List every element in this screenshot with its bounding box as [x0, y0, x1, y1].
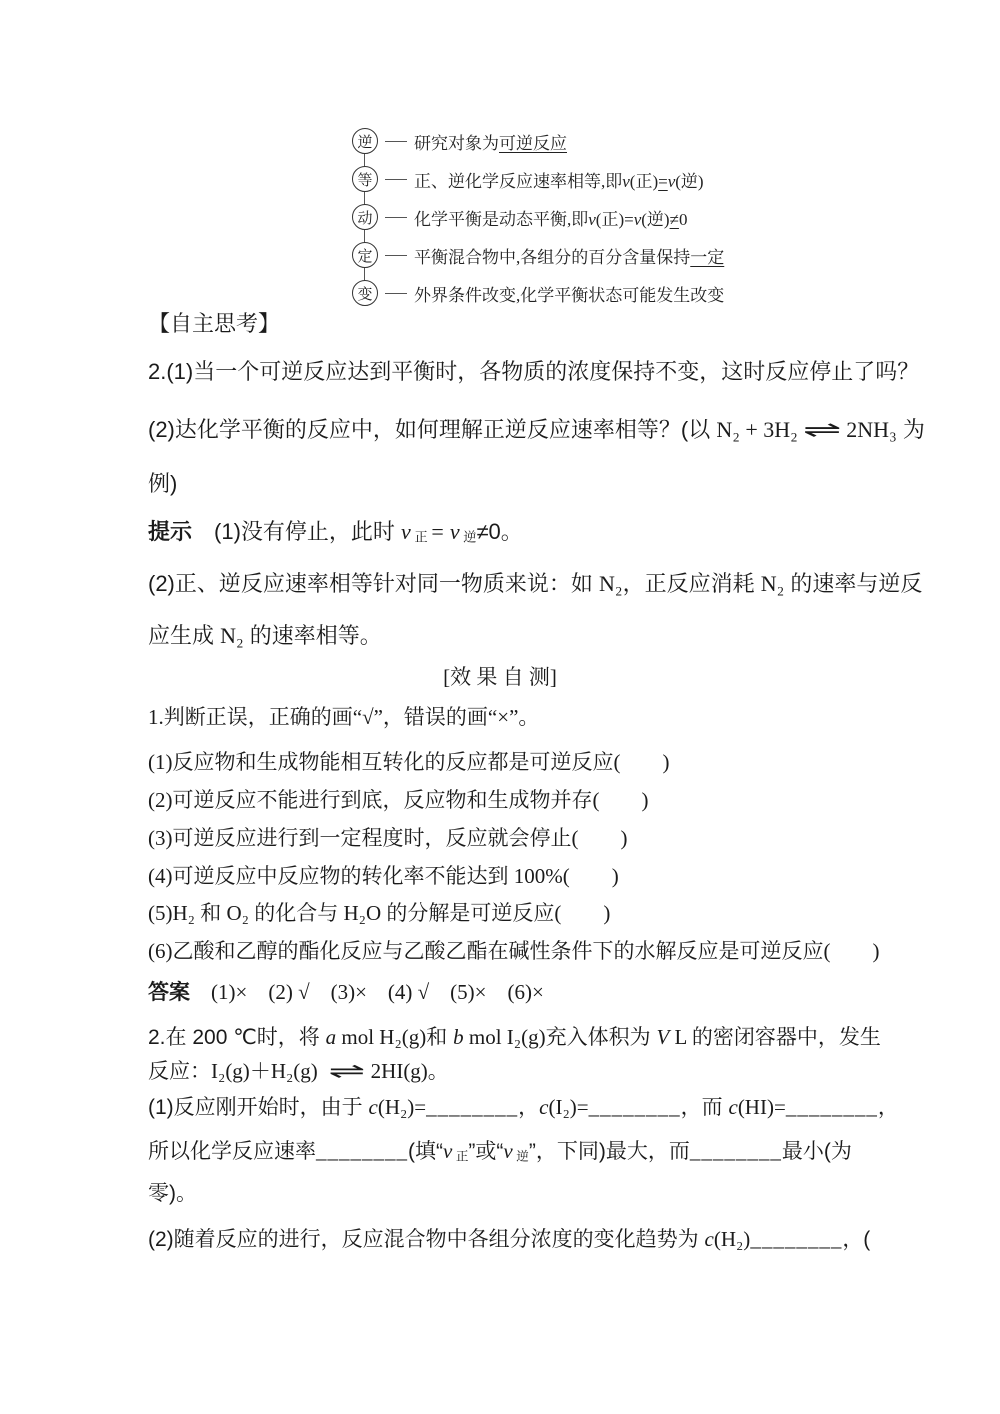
text-run: 应生成 [148, 623, 221, 648]
text-run: N₂ + 3H₂ [716, 417, 798, 442]
diagram-row-bian [352, 274, 724, 312]
text-run: 2HI(g)。 [370, 1059, 449, 1083]
diagram-connector [385, 255, 407, 256]
text-run: ________ [316, 1139, 408, 1163]
text-run: v [667, 171, 676, 191]
text-run: ________ [750, 1227, 843, 1251]
diagram-row-text [414, 167, 704, 192]
text-run: ________ [785, 1095, 878, 1119]
text-run: (6)乙酸和乙醇的酯化反应与乙酸乙酯在碱性条件下的水解反应是可逆反应( ) [148, 939, 880, 963]
text-run: v [401, 519, 411, 544]
text-run: (正) [629, 171, 659, 191]
hint-line3 [148, 622, 382, 651]
text-run: 2NH₃ [846, 417, 897, 442]
text-run: ________ [426, 1095, 519, 1119]
text-run: V [656, 1025, 670, 1049]
text-run: c [704, 1227, 714, 1251]
equilibrium-features-diagram [352, 122, 724, 312]
diagram-row-ni [352, 122, 724, 160]
text-run: I₂(g) [211, 1059, 250, 1083]
diagram-row-text [414, 205, 687, 230]
text-run: 2.(1)当一个可逆反应达到平衡时，各物质的浓度保持不变，这时反应停止了吗？ [148, 359, 920, 384]
text-run: 0 [678, 209, 688, 229]
test1-item3 [148, 825, 627, 852]
text-run: ________ [689, 1139, 782, 1163]
text-run: 正 [410, 529, 432, 545]
text-run: ”或“ [468, 1140, 504, 1163]
text-run: 提示 [148, 519, 193, 544]
text-run: ”，下同)最大，而 [528, 1140, 690, 1163]
text-run: ，正反应消耗 [622, 571, 761, 596]
text-run: (I₂)= [548, 1095, 589, 1119]
text-run: 最小(为 [781, 1140, 852, 1163]
test1-item6 [148, 938, 879, 965]
text-run: (2)可逆反应不能进行到底，反应物和生成物并存( ) [148, 788, 649, 812]
equilibrium-arrow: ⇌ [802, 418, 842, 443]
test1-item2 [148, 787, 648, 814]
text-run: (1)没有停止，此时 [192, 519, 402, 544]
self-think-header [148, 310, 280, 339]
text-run: ________ [588, 1095, 681, 1119]
text-run: 为 [896, 417, 925, 442]
diagram-connector [385, 293, 407, 294]
text-run: c [368, 1095, 378, 1119]
test2-q1-line1 [148, 1094, 899, 1121]
text-run: N₂ [220, 623, 244, 648]
diagram-connector [385, 141, 407, 142]
text-run: (1)× (2) √ (3)× (4) √ (5)× (6)× [190, 980, 544, 1004]
diagram-node-circle: 等 [352, 166, 378, 192]
text-run: 研究对象为 [414, 133, 499, 153]
text-run: c [539, 1095, 549, 1119]
text-run: ，( [842, 1228, 871, 1251]
text-run: ＋ [249, 1060, 271, 1083]
diagram-row-text [414, 281, 724, 306]
text-run: a [325, 1025, 337, 1049]
text-run: N₂ [760, 571, 785, 596]
hint-line1 [148, 518, 523, 547]
text-run: v [449, 519, 460, 544]
text-run: 正、逆化学反应速率相等,即 [414, 171, 623, 191]
text-run: ≠ [669, 209, 679, 229]
test2-q2-line1 [148, 1226, 870, 1253]
question-2-2-line2 [148, 470, 177, 499]
diagram-connector [385, 217, 407, 218]
text-run: ，而 [680, 1096, 729, 1119]
text-run: mol H₂(g) [336, 1025, 427, 1049]
text-run: 1.判断正误，正确的画“√”，错误的画“×”。 [148, 705, 540, 729]
question-2-2-line1 [148, 416, 925, 446]
test1-answer [148, 979, 544, 1006]
text-run: (H₂) [713, 1227, 751, 1251]
text-run: 的化合与 [249, 901, 344, 925]
text-run: 所以化学反应速率 [148, 1140, 316, 1163]
text-run: v [443, 1139, 453, 1163]
text-run: 逆 [459, 529, 477, 545]
text-run: v [588, 209, 596, 229]
test2-q1-line3 [148, 1180, 197, 1207]
text-run: 化学平衡是动态平衡,即 [414, 209, 589, 229]
text-run: O₂ [226, 901, 249, 925]
text-run: (4)可逆反应中反应物的转化率不能达到 [148, 864, 514, 888]
text-run: H₂O [343, 901, 382, 925]
text-run: (逆) [641, 209, 670, 229]
text-run: 平衡混合物中,各组分的百分含量保持 [414, 247, 691, 267]
test2-q1-line2 [148, 1138, 852, 1165]
text-run: (1)反应刚开始时，由于 [148, 1096, 369, 1119]
text-run: 外界条件改变,化学平衡状态可能发生改变 [414, 285, 725, 305]
diagram-row-ding [352, 236, 724, 274]
text-run: 答案 [148, 981, 190, 1004]
test2-stem-line2 [148, 1058, 449, 1085]
text-run: (1)反应物和生成物能相互转化的反应都是可逆反应( ) [148, 750, 670, 774]
text-run: H₂ [172, 901, 195, 925]
question-2-1 [148, 358, 919, 387]
text-run: (H₂)= [377, 1095, 427, 1119]
text-run: (逆) [675, 171, 704, 191]
text-run: 反应： [148, 1060, 211, 1083]
text-run: 的速率相等。 [243, 623, 382, 648]
diagram-row-text [414, 129, 567, 154]
text-run: [效 果 自 测] [443, 665, 557, 689]
diagram-node-circle: 逆 [352, 128, 378, 154]
text-run: 正 [452, 1149, 469, 1164]
text-run: (5) [148, 901, 173, 925]
text-run: 充入体积为 [545, 1026, 657, 1049]
text-run: N₂ [599, 571, 623, 596]
text-run: v [503, 1139, 513, 1163]
text-run: (HI)= [737, 1095, 786, 1119]
text-run: 和 [195, 901, 227, 925]
diagram-node-circle: 定 [352, 242, 378, 268]
test1-item4 [148, 863, 619, 890]
text-run: (3)可逆反应进行到一定程度时，反应就会停止( ) [148, 826, 628, 850]
text-run: 和 [426, 1026, 454, 1049]
text-run: (正)= [595, 209, 634, 229]
diagram-row-dong [352, 198, 724, 236]
text-run: 的分解是可逆反应( ) [381, 901, 611, 925]
text-run: 【自主思考】 [148, 311, 281, 336]
text-run: H₂(g) [270, 1059, 324, 1083]
text-run: = [658, 171, 668, 191]
text-run: = [431, 519, 444, 544]
text-run: 逆 [512, 1149, 529, 1164]
test1-item1 [148, 749, 669, 776]
text-run: 100% [513, 864, 563, 888]
test1-item5 [148, 900, 610, 927]
text-run: ≠0。 [476, 519, 523, 544]
text-run: b [453, 1025, 464, 1049]
text-run: (填“ [408, 1140, 443, 1163]
text-run: ， [518, 1096, 540, 1119]
text-run: 可逆反应 [499, 133, 567, 153]
self-test-header [0, 664, 1000, 691]
hint-line2 [148, 570, 922, 599]
text-run: 的速率与逆反 [784, 571, 923, 596]
text-run: c [728, 1095, 738, 1119]
diagram-row-deng [352, 160, 724, 198]
test1-stem [148, 704, 539, 731]
text-run: (2)正、逆反应速率相等针对同一物质来说：如 [148, 571, 600, 596]
text-run: L [669, 1025, 692, 1049]
text-run: (2)达化学平衡的反应中，如何理解正逆反应速率相等？(以 [148, 417, 717, 442]
diagram-row-text [414, 243, 724, 268]
equilibrium-arrow: ⇌ [328, 1059, 366, 1083]
text-run: 一定 [690, 247, 725, 267]
diagram-connector [385, 179, 407, 180]
diagram-node-circle: 变 [352, 280, 378, 306]
text-run: 的密闭容器中，发生 [691, 1026, 881, 1049]
diagram-node-circle: 动 [352, 204, 378, 230]
text-run: (2)随着反应的进行，反应混合物中各组分浓度的变化趋势为 [148, 1228, 705, 1251]
text-run: v [633, 209, 642, 229]
text-run: 例) [148, 471, 178, 496]
text-run: 零)。 [148, 1182, 197, 1205]
test2-stem-line1 [148, 1024, 881, 1051]
text-run: v [622, 171, 630, 191]
text-run: 2.在 200 ℃时，将 [148, 1026, 326, 1049]
text-run: ( ) [562, 864, 619, 888]
text-run: mol I₂(g) [463, 1025, 546, 1049]
text-run: ， [877, 1096, 899, 1119]
